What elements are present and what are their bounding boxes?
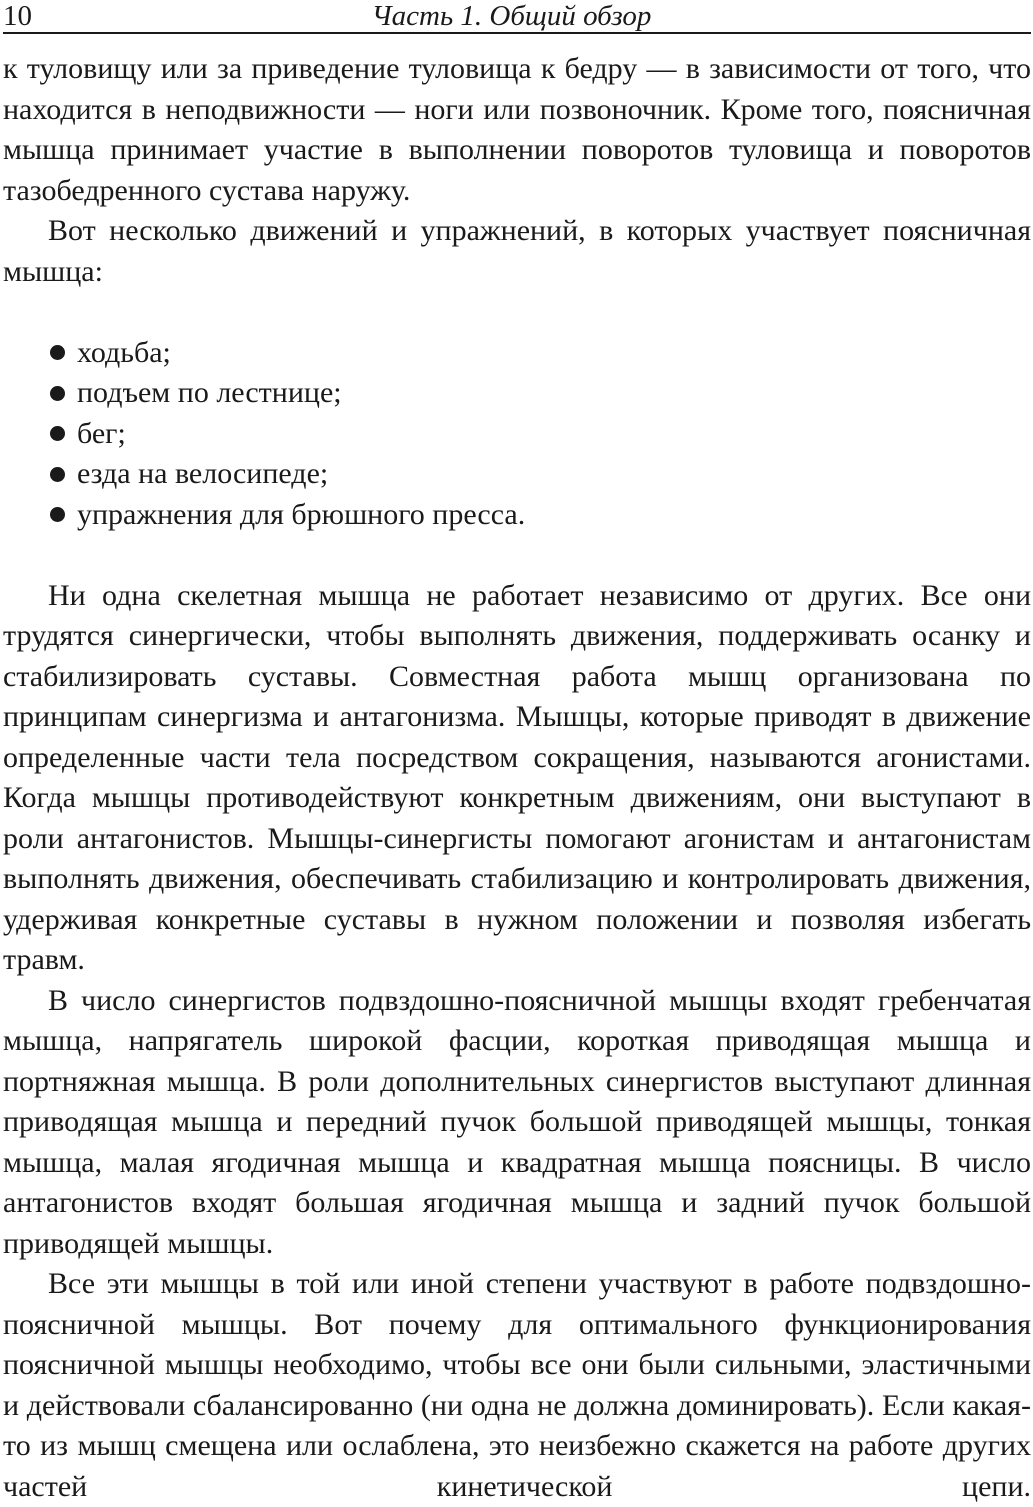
list-item: ходьба; [50,333,1031,374]
page-body [3,49,1031,1507]
paragraph-conclusion: Все эти мышцы в той или иной степени участвуют в работе подвздошно-поясничной мышцы. Вот почему для оптимального функционирования поясничной мышцы необходимо, чтобы все они были сильными, эластичными и действовали сбалансированно (ни одна не должна доминировать). Если какая-то из мышц смещена или ослаблена, это неизбежно скажется на работе других частей кинетической цепи. [3,1267,1031,1503]
paragraph-synergists: В число синергистов подвздошно-поясничной мышцы входят гребенчатая мышца, напрягатель широкой фасции, короткая приводящая мышца и портняжная мышца. В роли дополнительных синергистов выступают длинная приводящая мышца и передний пучок большой приводящей мышцы, тонкая мышца, малая ягодичная мышца и квадратная мышца поясницы. В число антагонистов входят большая ягодичная мышца и задний пучок большой приводящей мышцы. [3,983,1031,1260]
list-item: упражнения для брюшного пресса. [50,495,1031,536]
bullet-icon [50,467,65,482]
bullet-icon [50,345,65,360]
spacer [3,292,1031,333]
paragraph-intro-list: Вот несколько движений и упражнений, в которых участвует поясничная мышца: [3,214,1031,288]
movement-list [3,333,1031,536]
page-number: 10 [3,0,32,32]
spacer [3,535,1031,576]
bullet-icon [50,386,65,401]
list-item: бег; [50,414,1031,455]
running-head [3,0,1031,34]
list-item: езда на велосипеде; [50,454,1031,495]
paragraph-continued: к туловищу или за приведение туловища к бедру — в зависимости от того, что находится в неподвижности — ноги или позвоночник. Кроме того, поясничная мышца принимает участие в выполнении поворотов туловища и поворотов тазобедренного сустава наружу. [3,52,1031,207]
list-item: подъем по лестнице; [50,373,1031,414]
bullet-icon [50,426,65,441]
running-title: Часть 1. Общий обзор [371,0,652,32]
paragraph-synergy: Ни одна скелетная мышца не работает независимо от других. Все они трудятся синергически, чтобы выполнять движения, поддерживать осанку и стабилизировать суставы. Совместная работа мышц организована по принципам синергизма и антагонизма. Мышцы, которые приводят в движение определенные части тела посредством сокращения, называются агонистами. Когда мышцы противодействуют конкретным движениям, они выступают в роли антагонистов. Мышцы-синергисты помогают агонистам и антагонистам выполнять движения, обеспечивать стабилизацию и контролировать движения, удерживая конкретные суставы в нужном положении и позволяя избегать травм. [3,578,1031,976]
bullet-icon [50,507,65,522]
